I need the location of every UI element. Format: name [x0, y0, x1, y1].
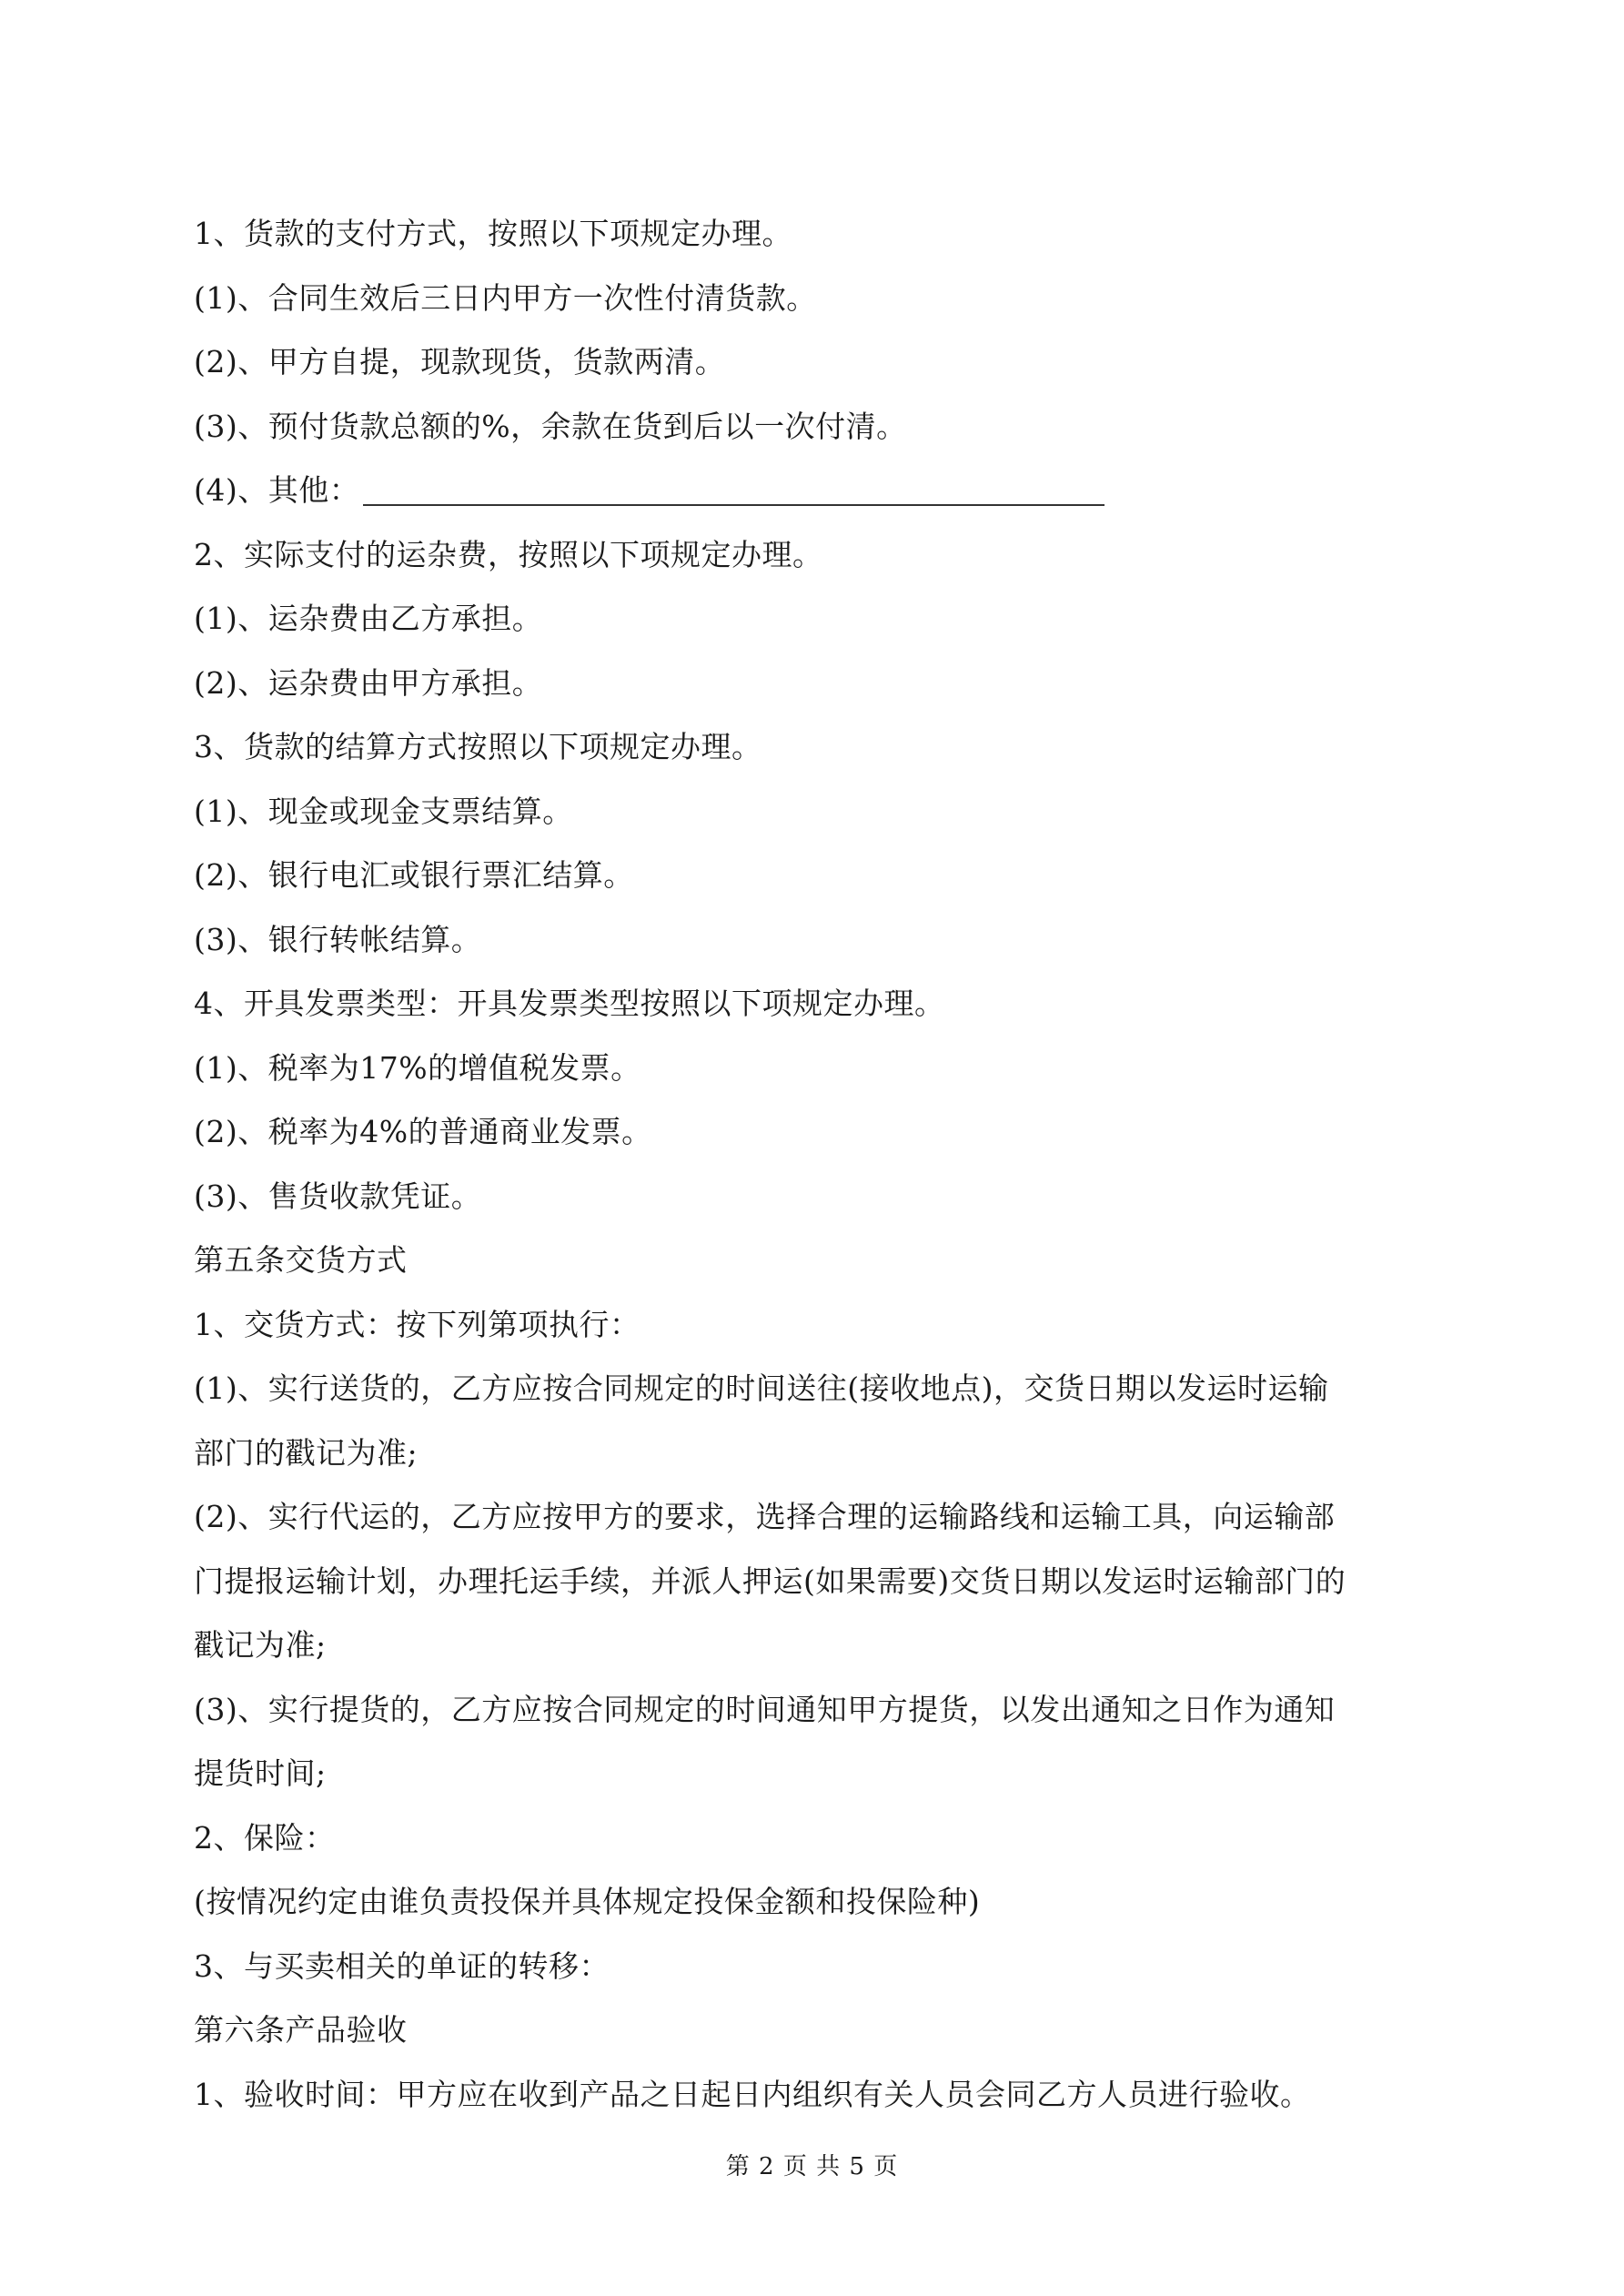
- clause-text: (1)、税率为17%的增值税发票。: [194, 1049, 641, 1086]
- section-heading: 第五条交货方式: [194, 1242, 408, 1278]
- clause-text: (2)、运杂费由甲方承担。: [194, 664, 543, 701]
- clause-text: (2)、甲方自提，现款现货，货款两清。: [194, 344, 726, 379]
- clause-text: 3、与买卖相关的单证的转移：: [194, 1947, 610, 1984]
- clause-text: (1)、运杂费由乙方承担。: [194, 601, 543, 636]
- clause-text: 门提报运输计划，办理托运手续，并派人押运(如果需要)交货日期以发运时运输部门的: [194, 1563, 1347, 1599]
- clause-text: (3)、实行提货的，乙方应按合同规定的时间通知甲方提货，以发出通知之日作为通知: [194, 1691, 1336, 1727]
- clause-text: (1)、实行送货的，乙方应按合同规定的时间送往(接收地点)，交货日期以发运时运输: [194, 1371, 1329, 1406]
- clause-text: 1、验收时间：甲方应在收到产品之日起日内组织有关人员会同乙方人员进行验收。: [194, 2076, 1311, 2112]
- clause-text: (2)、实行代运的，乙方应按甲方的要求，选择合理的运输路线和运输工具，向运输部: [194, 1499, 1336, 1534]
- clause-text: 2、实际支付的运杂费，按照以下项规定办理。: [194, 536, 823, 572]
- clause-text: (1)、合同生效后三日内甲方一次性付清货款。: [194, 279, 817, 316]
- page-number-footer: 第 2 页 共 5 页: [725, 2153, 899, 2180]
- clause-text: 提货时间;: [194, 1755, 327, 1791]
- document-body: [194, 202, 1440, 2127]
- clause-text: 戳记为准;: [194, 1627, 327, 1663]
- clause-text: 1、交货方式：按下列第项执行：: [194, 1306, 641, 1342]
- clause-text: 部门的戳记为准;: [194, 1434, 419, 1471]
- fill-in-blank-line: [363, 468, 1105, 506]
- clause-text: (3)、预付货款总额的%，余款在货到后以一次付清。: [194, 408, 907, 444]
- clause-text: (1)、现金或现金支票结算。: [194, 793, 573, 829]
- clause-text: (3)、银行转帐结算。: [194, 921, 482, 957]
- clause-text: (2)、税率为4%的普通商业发票。: [194, 1114, 652, 1149]
- clause-text: (3)、售货收款凭证。: [194, 1178, 482, 1214]
- clause-text: 3、货款的结算方式按照以下项规定办理。: [194, 729, 762, 764]
- clause-other-label: (4)、其他：: [194, 472, 360, 508]
- clause-text: 4、开具发票类型：开具发票类型按照以下项规定办理。: [194, 986, 945, 1021]
- clause-text: (按情况约定由谁负责投保并具体规定投保金额和投保险种): [194, 1884, 981, 1919]
- clause-text: 2、保险：: [194, 1819, 336, 1856]
- section-heading: 第六条产品验收: [194, 2012, 408, 2048]
- clause-text: 1、货款的支付方式，按照以下项规定办理。: [194, 216, 792, 251]
- clause-other: [194, 459, 1440, 523]
- clause-text: (2)、银行电汇或银行票汇结算。: [194, 857, 634, 893]
